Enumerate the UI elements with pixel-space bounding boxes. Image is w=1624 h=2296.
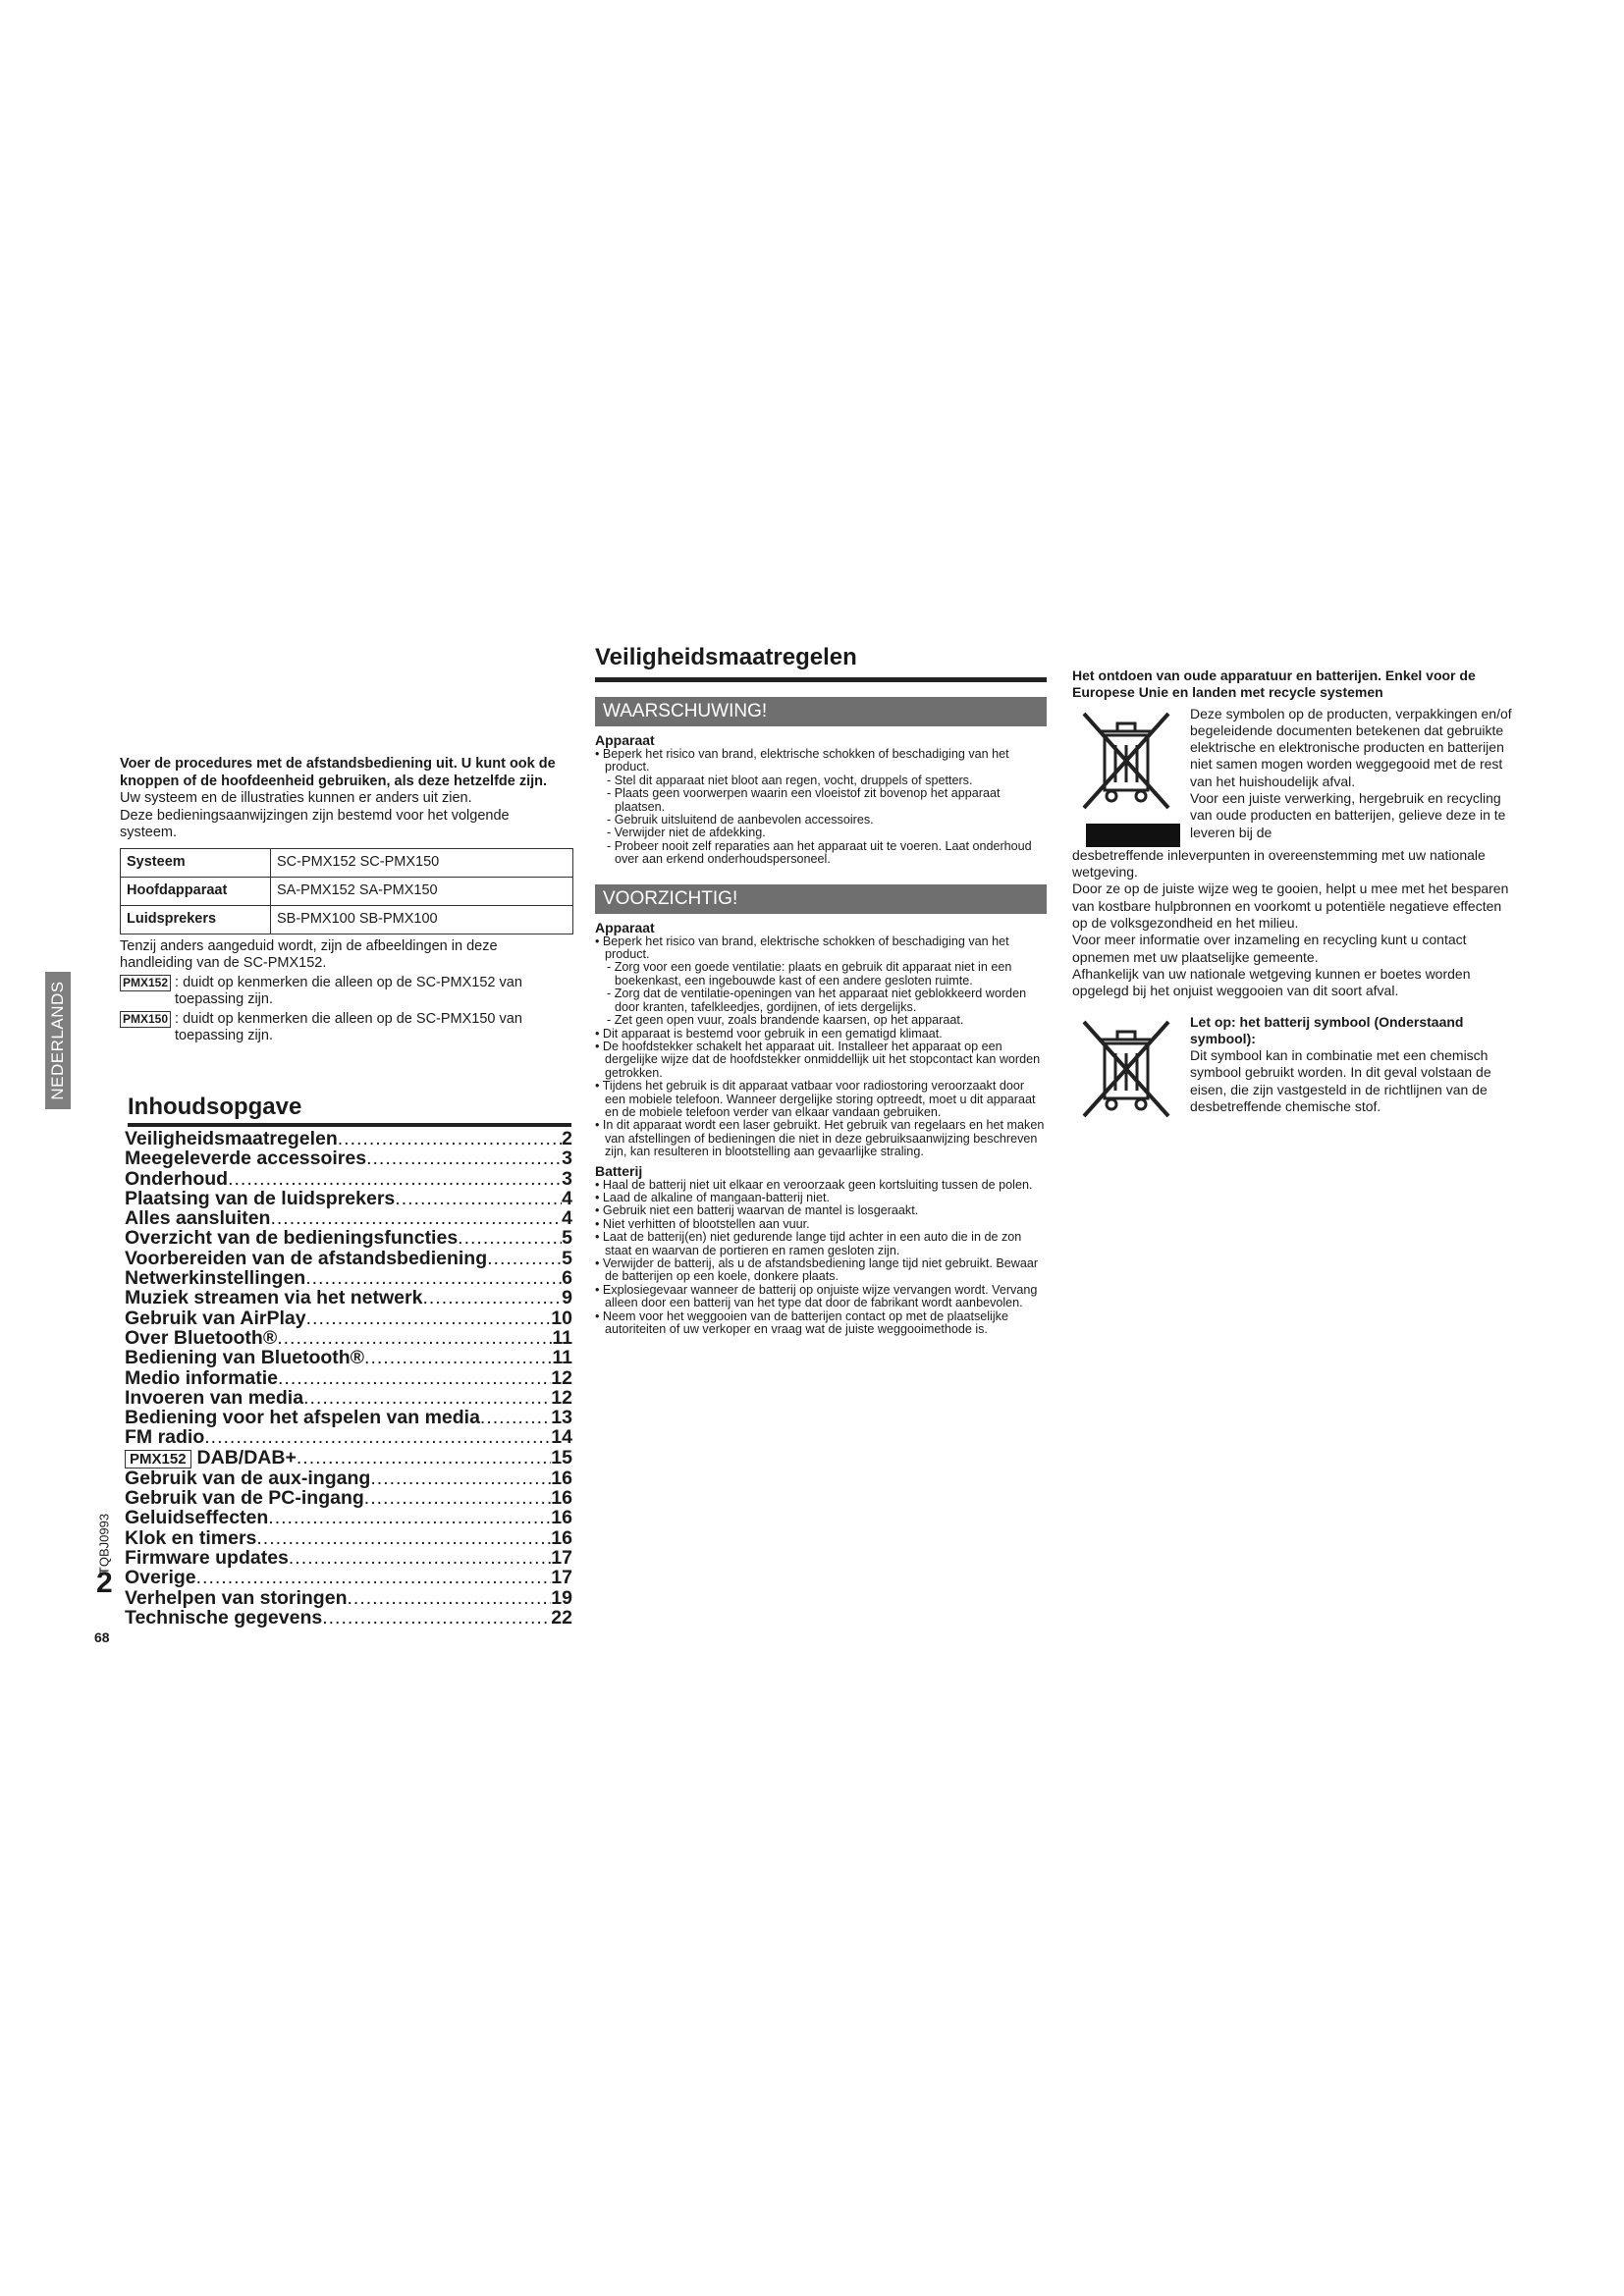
toc-leader-dots <box>422 1288 562 1308</box>
toc-entry[interactable] <box>125 1528 572 1548</box>
toc-entry-page: 11 <box>552 1348 572 1368</box>
toc-entry-label: Muziek streamen via het netwerk <box>125 1288 423 1308</box>
list-item: - Zorg dat de ventilatie-openingen van het apparaat niet geblokkeerd worden door kranten, tafelkleedjes, gordijnen, of iets dergelijks. <box>607 987 1027 1014</box>
system-table <box>120 848 573 934</box>
caution-banner: VOORZICHTIG! <box>595 884 1047 914</box>
toc-entry-page: 10 <box>551 1308 572 1328</box>
disposal-para: Afhankelijk van uw nationale wetgeving kunnen er boetes worden opgelegd bij het onjuist weggooien van dit soort afval. <box>1072 965 1471 999</box>
toc-entry-label: Bediening van Bluetooth® <box>125 1348 365 1368</box>
toc-entry-page: 17 <box>551 1568 572 1588</box>
caution-list <box>595 935 1047 1159</box>
model-note <box>120 975 567 1009</box>
toc-leader-dots <box>364 1488 552 1508</box>
crossed-bin-battery-icon <box>1072 1014 1180 1122</box>
toc-entry-label: DAB/DAB+ <box>196 1447 297 1468</box>
toc-entry[interactable] <box>125 1448 572 1468</box>
toc-entry-label: Veiligheidsmaatregelen <box>125 1129 338 1149</box>
list-item: • Beperk het risico van brand, elektrische schokken of beschadiging van het product. <box>595 934 1009 962</box>
list-item: • Laad de alkaline of mangaan-batterij niet. <box>595 1190 830 1204</box>
battery-symbol-row <box>1072 1014 1514 1126</box>
model-note-text: : duidt op kenmerken die alleen op de SC-PMX150 van toepassing zijn. <box>175 1010 522 1043</box>
toc-entry-page: 16 <box>551 1488 572 1509</box>
toc-entry-label: Alles aansluiten <box>125 1208 271 1229</box>
toc-entry-page: 6 <box>562 1268 572 1289</box>
toc-model-badge: PMX152 <box>125 1450 191 1468</box>
toc-entry-label: Klok en timers <box>125 1527 257 1548</box>
language-label: NEDERLANDS <box>48 981 67 1100</box>
toc-entry-label: Overige <box>125 1568 196 1588</box>
list-item: - Gebruik uitsluitend de aanbevolen accessoires. <box>607 813 874 828</box>
toc-leader-dots <box>289 1548 551 1568</box>
black-bar-icon <box>1086 824 1180 847</box>
toc-entry-label: Netwerkinstellingen <box>125 1268 306 1289</box>
list-item: - Plaats geen voorwerpen waarin een vloeistof zit bovenop het apparaat plaatsen. <box>607 786 1001 814</box>
toc-entry-label: Geluidseffecten <box>125 1508 269 1528</box>
toc-entry[interactable] <box>125 1148 572 1168</box>
toc-entry-page: 11 <box>552 1327 572 1349</box>
toc-leader-dots <box>256 1528 551 1548</box>
toc-entry[interactable] <box>125 1129 572 1148</box>
toc-leader-dots <box>268 1508 551 1527</box>
table-value: SA-PMX152 SA-PMX150 <box>271 877 573 905</box>
battery-icons <box>1072 1014 1180 1126</box>
toc-entry[interactable] <box>125 1368 572 1388</box>
model-badge: PMX152 <box>120 975 171 991</box>
toc-entry[interactable] <box>125 1228 572 1248</box>
toc-entry-label: Over Bluetooth® <box>125 1327 278 1349</box>
doc-code-label: TQBJ0993 <box>96 1513 112 1575</box>
battery-symbol-text <box>1190 1014 1514 1126</box>
toc-entry-label: Verhelpen van storingen <box>125 1587 348 1608</box>
toc-leader-dots <box>303 1388 551 1408</box>
toc-leader-dots <box>277 1328 552 1348</box>
toc-leader-dots <box>364 1348 552 1367</box>
disposal-icons <box>1072 706 1180 847</box>
toc-entry-label: Invoeren van media <box>125 1387 304 1409</box>
toc-title: Inhoudsopgave <box>128 1094 302 1120</box>
toc-entry-page: 3 <box>562 1148 572 1169</box>
toc-entry[interactable] <box>125 1268 572 1288</box>
toc-entry-label: Onderhoud <box>125 1168 229 1189</box>
disposal-para: Door ze op de juiste wijze weg te gooien, helpt u mee met het besparen van kostbare hulpbronnen en voorkomt u potentiële negatieve effecten op de volksgezondheid en het milieu. <box>1072 881 1509 932</box>
list-item: - Zorg voor een goede ventilatie: plaats en gebruik dit apparaat niet in een boekenkast, een ingebouwde kast of een andere gesloten ruimte. <box>607 960 1012 988</box>
model-note-text: : duidt op kenmerken die alleen op de SC-PMX152 van toepassing zijn. <box>175 974 522 1007</box>
toc-entry-label: Medio informatie <box>125 1367 279 1388</box>
toc-leader-dots <box>322 1608 551 1628</box>
toc-entry-label: Meegeleverde accessoires <box>125 1148 367 1169</box>
toc-leader-dots <box>480 1408 551 1427</box>
toc-entry[interactable] <box>125 1208 572 1228</box>
caution-heading: Apparaat <box>595 919 655 935</box>
table-value: SC-PMX152 SC-PMX150 <box>271 848 573 877</box>
toc-entry-page: 15 <box>551 1447 572 1468</box>
toc-leader-dots <box>395 1189 562 1208</box>
toc-entry-page: 22 <box>551 1607 572 1629</box>
list-item: • Verwijder de batterij, als u de afstandsbediening lange tijd niet gebruikt. Bewaar de batterijen op een koele, donkere plaats. <box>595 1256 1039 1284</box>
toc-entry-label: Firmware updates <box>125 1547 289 1569</box>
list-item: • Laat de batterij(en) niet gedurende lange tijd achter in een auto die in de zon staat en waarvan de portieren en ramen gesloten zijn. <box>595 1230 1022 1257</box>
toc-entry[interactable] <box>125 1468 572 1488</box>
toc-divider <box>128 1123 571 1127</box>
toc-entry-page: 5 <box>562 1228 572 1249</box>
intro-block <box>120 756 567 1045</box>
list-item: • In dit apparaat wordt een laser gebruikt. Het gebruik van regelaars en het maken van afstellingen of bedieningen die niet in deze gebruiksaanwijzing beschreven zijn, kan resulteren in blootstelling aan gevaarlijke straling. <box>595 1118 1045 1159</box>
toc-entry-label: Voorbereiden van de afstandsbediening <box>125 1248 488 1269</box>
disposal-symbol-row <box>1072 706 1514 847</box>
list-item: - Probeer nooit zelf reparaties aan het apparaat uit te voeren. Laat onderhoud over aan erkend onderhoudspersoneel. <box>607 838 1032 867</box>
toc-entry-page: 4 <box>562 1208 572 1229</box>
table-row <box>121 848 573 877</box>
toc-entry-page: 3 <box>562 1168 572 1189</box>
list-item: • Niet verhitten of blootstellen aan vuur. <box>595 1216 810 1231</box>
crossed-bin-icon <box>1072 706 1180 814</box>
toc-entry[interactable] <box>125 1249 572 1268</box>
toc-entry-page: 12 <box>551 1387 572 1409</box>
battery-list <box>595 1179 1047 1337</box>
intro-line-1: Uw systeem en de illustraties kunnen er anders uit zien. <box>120 790 472 806</box>
toc-entry[interactable] <box>125 1189 572 1208</box>
toc-entry-page: 17 <box>551 1547 572 1569</box>
toc-entry-page: 4 <box>562 1188 572 1209</box>
toc-entry-page: 9 <box>562 1288 572 1308</box>
toc-leader-dots <box>338 1129 562 1148</box>
toc-entry-label: Gebruik van AirPlay <box>125 1308 306 1328</box>
safety-title: Veiligheidsmaatregelen <box>595 644 857 670</box>
list-item: • De hoofdstekker schakelt het apparaat uit. Installeer het apparaat op een dergelijke wijze dat de hoofdstekker onmiddellijk uit het stopcontact kan worden getrokken. <box>595 1039 1041 1080</box>
toc-entry[interactable] <box>125 1408 572 1427</box>
disposal-heading: Het ontdoen van oude apparatuur en batterijen. Enkel voor de Europese Unie en landen met recycle systemen <box>1072 667 1476 701</box>
toc-entry[interactable] <box>125 1508 572 1527</box>
toc-entry-page: 12 <box>551 1367 572 1388</box>
table-key: Luidsprekers <box>121 905 271 934</box>
battery-heading: Batterij <box>595 1162 643 1179</box>
toc-entry[interactable] <box>125 1568 572 1587</box>
toc-leader-dots <box>458 1228 562 1248</box>
toc-leader-dots <box>297 1448 551 1468</box>
intro-bold-text: Voer de procedures met de afstandsbediening uit. U kunt ook de knoppen of de hoofdeenheid gebruiken, als deze hetzelfde zijn. <box>120 756 556 789</box>
toc-leader-dots <box>305 1268 562 1288</box>
list-item: - Verwijder niet de afdekking. <box>607 826 766 840</box>
toc-entry[interactable] <box>125 1308 572 1328</box>
toc-leader-dots <box>204 1427 551 1447</box>
list-item: • Beperk het risico van brand, elektrische schokken of beschadiging van het product. <box>595 747 1009 774</box>
battery-symbol-heading: Let op: het batterij symbool (Onderstaand symbool): <box>1190 1013 1464 1046</box>
language-side-tab <box>45 972 71 1109</box>
table-key: Systeem <box>121 848 271 877</box>
disposal-section <box>1072 667 1514 1126</box>
list-item: - Zet geen open vuur, zoals brandende kaarsen, op het apparaat. <box>607 1013 964 1028</box>
page-number: 2 <box>96 1567 113 1599</box>
disposal-para: desbetreffende inleverpunten in overeenstemming met uw nationale wetgeving. <box>1072 846 1486 881</box>
list-item: - Stel dit apparaat niet bloot aan regen, vocht, druppels of spetters. <box>607 773 973 787</box>
toc-entry[interactable] <box>125 1548 572 1568</box>
toc-entry-label: Gebruik van de aux-ingang <box>125 1468 371 1489</box>
battery-symbol-body: Dit symbool kan in combinatie met een chemisch symbool gebruikt worden. In dit geval volstaan de eisen, die zijn vastgesteld in de richtlijnen van de desbetreffende chemische stof. <box>1190 1047 1491 1115</box>
warning-heading: Apparaat <box>595 732 655 748</box>
list-item: • Gebruik niet een batterij waarvan de mantel is losgeraakt. <box>595 1203 919 1218</box>
toc-leader-dots <box>306 1308 552 1328</box>
safety-section <box>595 644 1047 1336</box>
toc-leader-dots <box>278 1368 551 1388</box>
toc-entry-label: Plaatsing van de luidsprekers <box>125 1188 396 1209</box>
toc-entry-page: 19 <box>551 1587 572 1608</box>
toc-entry[interactable] <box>125 1388 572 1408</box>
list-item: • Explosiegevaar wanneer de batterij op onjuiste wijze vervangen wordt. Vervang alleen door een batterij van het type dat door de fabrikant wordt aanbevolen. <box>595 1282 1038 1310</box>
warning-list <box>595 748 1047 867</box>
toc-entry[interactable] <box>125 1608 572 1628</box>
safety-divider <box>595 677 1047 682</box>
toc-leader-dots <box>270 1208 562 1228</box>
toc-entry[interactable] <box>125 1588 572 1608</box>
toc-entry-page: 14 <box>551 1427 572 1448</box>
toc-leader-dots <box>487 1249 562 1268</box>
list-item: • Tijdens het gebruik is dit apparaat vatbaar voor radiostoring veroorzaakt door een mobiele telefoon. Wanneer dergelijke storing optreedt, moet u dit apparaat en de mobiele telefoon verder van elkaar vandaan gebruiken. <box>595 1079 1036 1119</box>
list-item: • Neem voor het weggooien van de batterijen contact op met de plaatselijke autoriteiten of uw verkoper en vraag wat de juiste weggooimethode is. <box>595 1308 1008 1337</box>
table-note: Tenzij anders aangeduid wordt, zijn de afbeeldingen in deze handleiding van de SC-PMX152. <box>120 937 498 971</box>
table-row <box>121 905 573 934</box>
toc-entry-page: 13 <box>551 1408 572 1428</box>
toc-leader-dots <box>347 1588 551 1608</box>
toc-entry[interactable] <box>125 1169 572 1189</box>
toc-leader-dots <box>196 1568 552 1587</box>
toc-leader-dots <box>366 1148 562 1168</box>
toc-leader-dots <box>370 1468 551 1488</box>
toc-entry-page: 5 <box>562 1248 572 1269</box>
model-note <box>120 1011 567 1045</box>
table-key: Hoofdapparaat <box>121 877 271 905</box>
warning-banner: WAARSCHUWING! <box>595 697 1047 726</box>
toc-entry-label: Bediening voor het afspelen van media <box>125 1408 480 1428</box>
toc-entry-page: 16 <box>551 1508 572 1528</box>
page-sub-number: 68 <box>94 1629 110 1645</box>
symbol-text <box>1190 706 1514 847</box>
toc-entry-page: 16 <box>551 1527 572 1548</box>
toc-entry[interactable] <box>125 1348 572 1367</box>
table-value: SB-PMX100 SB-PMX100 <box>271 905 573 934</box>
table-of-contents <box>125 1129 572 1628</box>
disposal-para: Voor meer informatie over inzameling en recycling kunt u contact opnemen met uw plaatselijke gemeente. <box>1072 932 1467 965</box>
toc-entry[interactable] <box>125 1328 572 1348</box>
toc-entry[interactable] <box>125 1488 572 1508</box>
list-item: • Haal de batterij niet uit elkaar en veroorzaak geen kortsluiting tussen de polen. <box>595 1177 1033 1192</box>
toc-entry-label: Gebruik van de PC-ingang <box>125 1488 364 1509</box>
table-row <box>121 877 573 905</box>
intro-line-2: Deze bedieningsaanwijzingen zijn bestemd voor het volgende systeem. <box>120 807 510 840</box>
toc-entry-label: Technische gegevens <box>125 1607 323 1629</box>
toc-entry-label: Overzicht van de bedieningsfuncties <box>125 1228 459 1249</box>
list-item: • Dit apparaat is bestemd voor gebruik in een gematigd klimaat. <box>595 1026 943 1041</box>
symbol-text-1: Deze symbolen op de producten, verpakkingen en/of begeleidende documenten betekenen dat gebruikte elektrische en elektronische producten en batterijen niet samen mogen worden weggegooid met de rest van het huishoudelijk afval. <box>1190 705 1512 789</box>
toc-entry-page: 16 <box>551 1468 572 1489</box>
toc-entry-page: 2 <box>562 1129 572 1149</box>
model-badge: PMX150 <box>120 1011 171 1028</box>
symbol-text-2: Voor een juiste verwerking, hergebruik en recycling van oude producten en batterijen, gelieve deze in te leveren bij de <box>1190 790 1506 840</box>
toc-leader-dots <box>228 1169 562 1189</box>
toc-entry[interactable] <box>125 1288 572 1308</box>
toc-entry[interactable] <box>125 1427 572 1447</box>
toc-entry-label: FM radio <box>125 1427 205 1448</box>
